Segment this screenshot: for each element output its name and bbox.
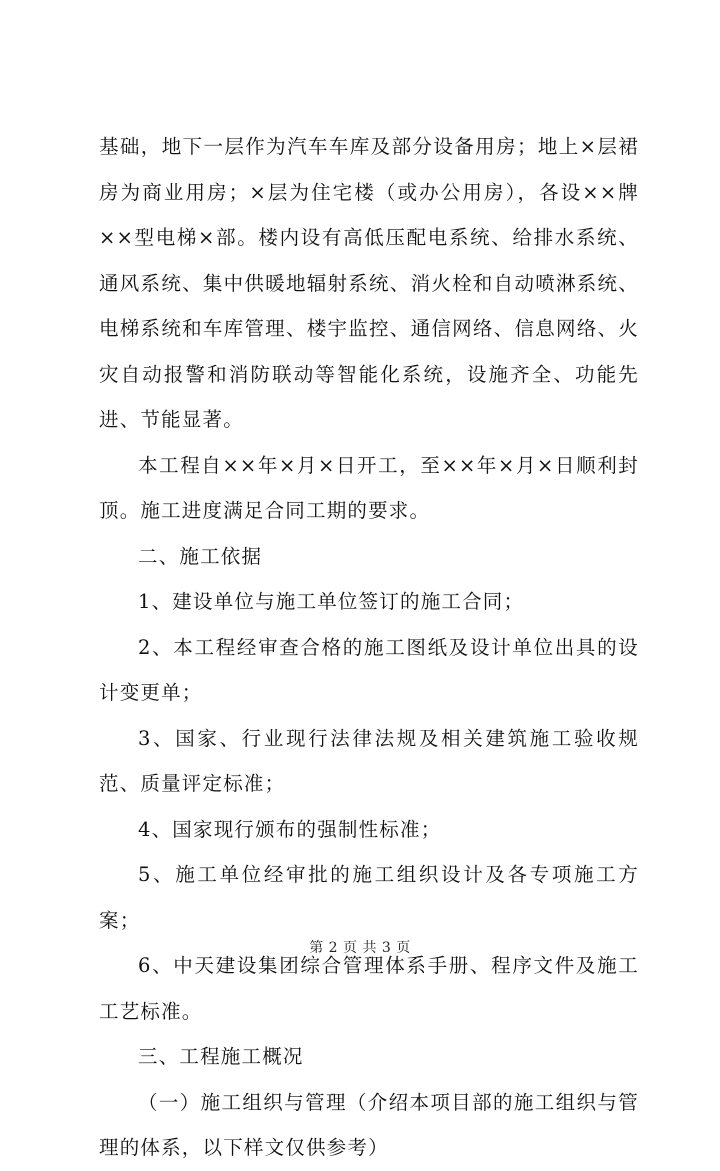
- subsection-heading-organization: （一）施工组织与管理（介绍本项目部的施工组织与管理的体系，以下样文仅供参考）: [99, 1090, 639, 1159]
- paragraph-schedule: 本工程自××年×月×日开工，至××年×月×日顺利封顶。施工进度满足合同工期的要求。: [99, 453, 639, 522]
- section-heading-basis: 二、施工依据: [138, 544, 263, 568]
- list-item-basis-5: 5、施工单位经审批的施工组织设计及各专项施工方案；: [99, 863, 639, 932]
- list-item-basis-6: 6、中天建设集团综合管理体系手册、程序文件及施工工艺标准。: [99, 954, 639, 1023]
- document-body: [99, 124, 639, 1171]
- list-item-basis-3: 3、国家、行业现行法律法规及相关建筑施工验收规范、质量评定标准；: [99, 726, 639, 795]
- page-number-footer: 第 2 页 共 3 页: [309, 940, 411, 956]
- section-heading-overview: 三、工程施工概况: [138, 1045, 304, 1068]
- list-item-basis-4: 4、国家现行颁布的强制性标准；: [138, 817, 442, 841]
- list-item-basis-1: 1、建设单位与施工单位签订的施工合同；: [138, 590, 525, 613]
- paragraph-building-systems: 基础，地下一层作为汽车车库及部分设备用房；地上×层裙房为商业用房；×层为住宅楼（或办公用房），各设××牌××型电梯×部。楼内设有高低压配电系统、给排水系统、通风系统、集中供暖地辐射系统、消火栓和自动喷淋系统、电梯系统和车库管理、楼宇监控、通信网络、信息网络、火灾自动报警和消防联动等智能化系统，设施齐全、功能先进、节能显著。: [99, 135, 639, 431]
- list-item-basis-2: 2、本工程经审查合格的施工图纸及设计单位出具的设计变更单；: [99, 635, 639, 704]
